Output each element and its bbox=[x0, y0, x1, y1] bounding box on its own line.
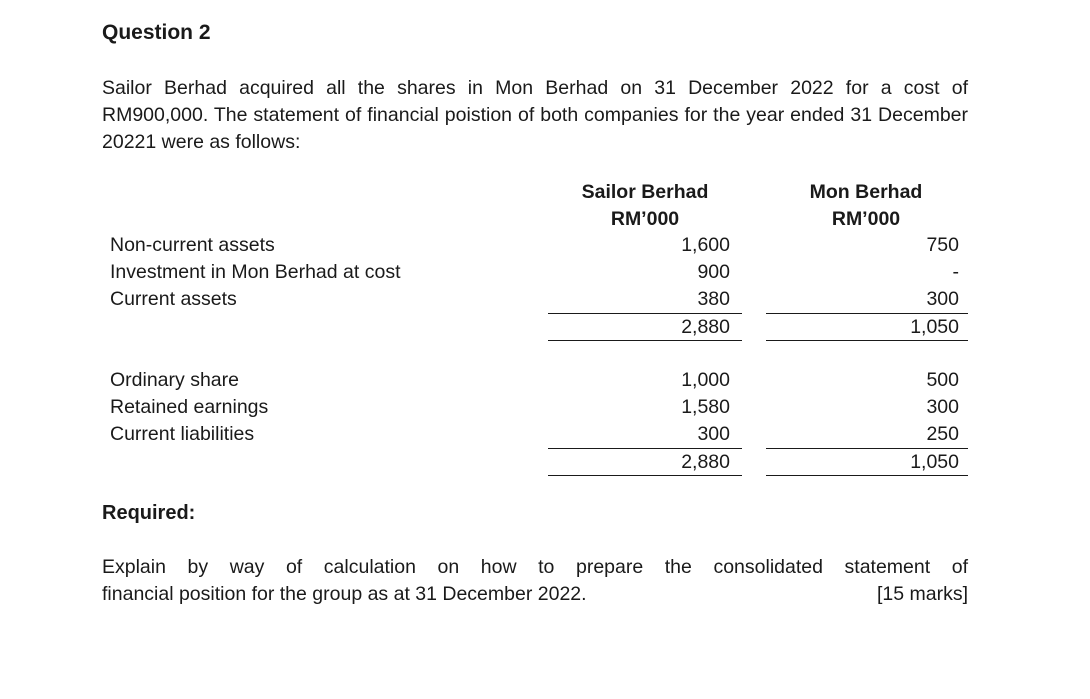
required-task-line1: Explain by way of calculation on how to prepare the consolidated statement of bbox=[102, 556, 968, 578]
required-task-line2: financial position for the group as at 31 December 2022. bbox=[102, 583, 587, 605]
column-name-mon: Mon Berhad bbox=[809, 181, 923, 203]
row-label-non-current-assets: Non-current assets bbox=[110, 234, 275, 256]
value-mon-investment: - bbox=[952, 261, 959, 283]
row-label-current-assets: Current assets bbox=[110, 288, 237, 310]
total-mon-assets: 1,050 bbox=[910, 316, 959, 338]
value-sailor-investment: 900 bbox=[697, 261, 730, 283]
total-mon-equity-liabilities: 1,050 bbox=[910, 451, 959, 473]
value-mon-current-assets: 300 bbox=[926, 288, 959, 310]
value-mon-non-current-assets: 750 bbox=[926, 234, 959, 256]
question-intro: Sailor Berhad acquired all the shares in Mon Berhad on 31 December 2022 for a cost of RM900,000. The statement of financial poistion of both companies for the year ended 31 December 20221 were as follows: bbox=[102, 77, 968, 153]
column-unit-mon: RM’000 bbox=[831, 208, 901, 230]
total-rule-sailor-equity bbox=[548, 475, 742, 476]
required-heading: Required: bbox=[102, 502, 196, 524]
row-label-ordinary-share: Ordinary share bbox=[110, 369, 239, 391]
value-sailor-retained-earnings: 1,580 bbox=[681, 396, 730, 418]
required-task-line2-row bbox=[102, 581, 968, 608]
value-sailor-ordinary-share: 1,000 bbox=[681, 369, 730, 391]
value-mon-current-liabilities: 250 bbox=[926, 423, 959, 445]
value-mon-retained-earnings: 300 bbox=[926, 396, 959, 418]
column-name-sailor: Sailor Berhad bbox=[581, 181, 709, 203]
value-sailor-non-current-assets: 1,600 bbox=[681, 234, 730, 256]
total-sailor-assets: 2,880 bbox=[681, 316, 730, 338]
value-mon-ordinary-share: 500 bbox=[926, 369, 959, 391]
column-header-mon bbox=[766, 179, 966, 233]
required-task bbox=[102, 554, 968, 608]
total-rule-mon-assets bbox=[766, 340, 968, 341]
total-rule-sailor-assets bbox=[548, 340, 742, 341]
row-label-investment: Investment in Mon Berhad at cost bbox=[110, 261, 401, 283]
row-label-current-liabilities: Current liabilities bbox=[110, 423, 255, 445]
question-heading: Question 2 bbox=[102, 21, 211, 44]
value-sailor-current-liabilities: 300 bbox=[697, 423, 730, 445]
total-sailor-equity-liabilities: 2,880 bbox=[681, 451, 730, 473]
row-label-retained-earnings: Retained earnings bbox=[110, 396, 269, 418]
total-rule-mon-equity bbox=[766, 475, 968, 476]
value-sailor-current-assets: 380 bbox=[697, 288, 730, 310]
column-header-sailor bbox=[545, 179, 745, 233]
marks-label: [15 marks] bbox=[876, 583, 968, 605]
column-unit-sailor: RM’000 bbox=[610, 208, 680, 230]
